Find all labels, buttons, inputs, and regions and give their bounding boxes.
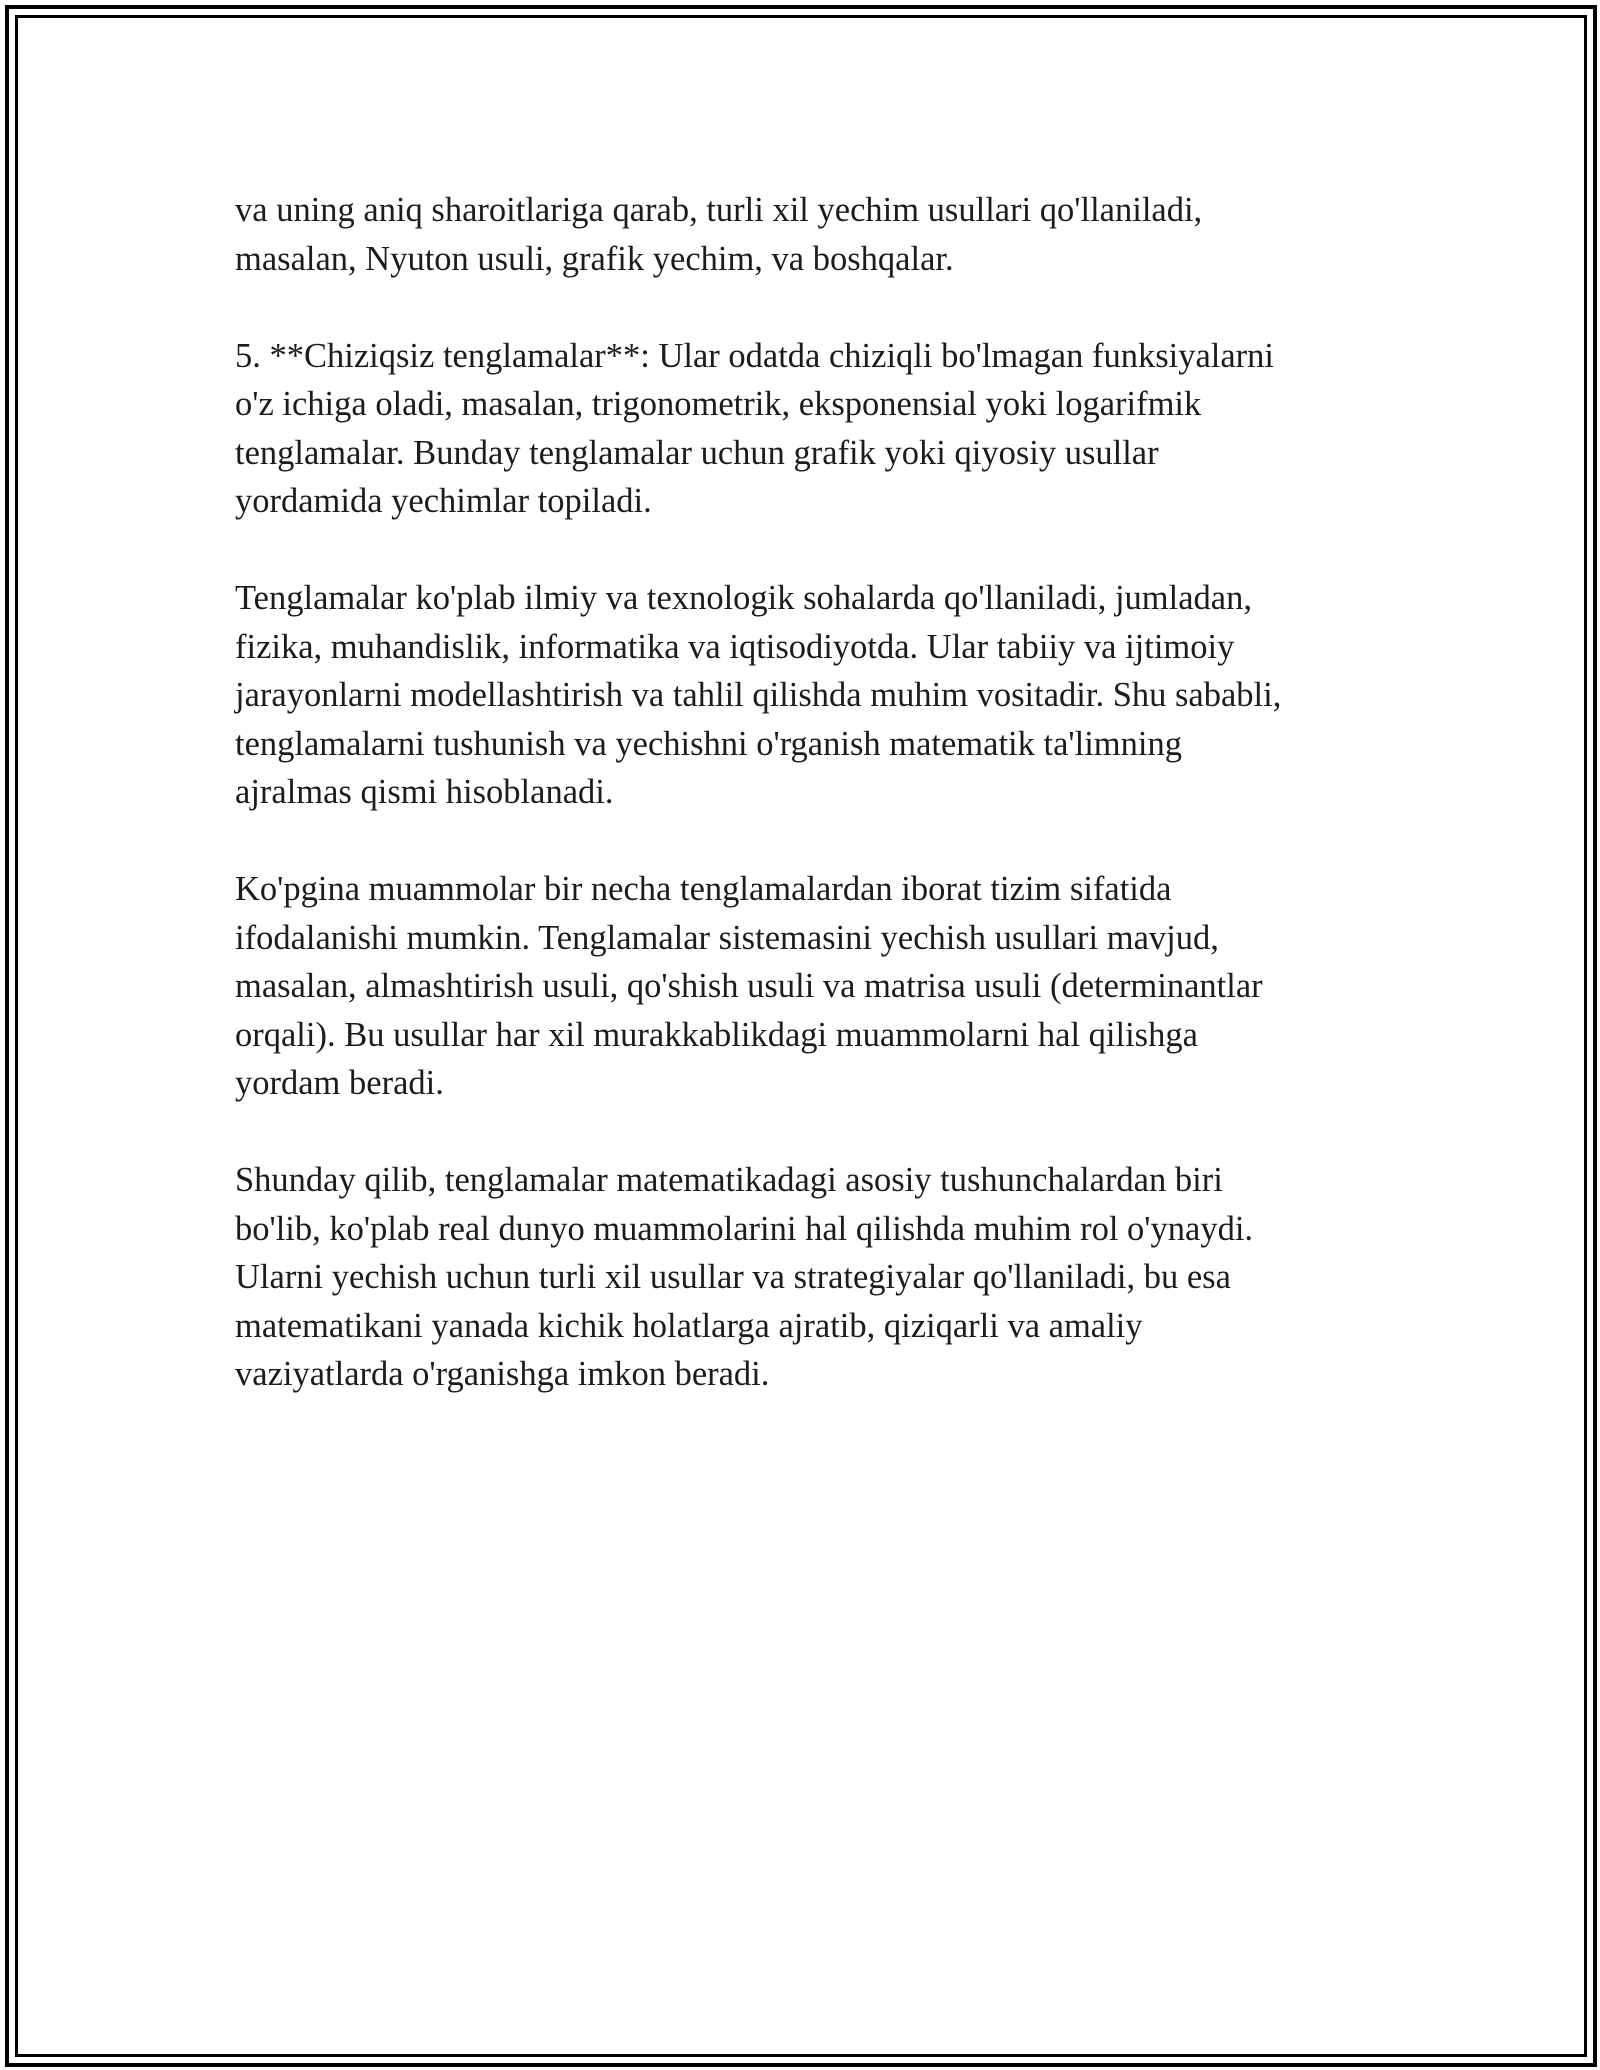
text-line: ajralmas qismi hisoblanadi. bbox=[235, 773, 614, 811]
text-line: tenglamalar. Bunday tenglamalar uchun grafik yoki qiyosiy usullar bbox=[235, 433, 1159, 472]
text-line: o'z ichiga oladi, masalan, trigonometrik, eksponensial yoki logarifmik bbox=[235, 385, 1202, 423]
text-line: matematikani yanada kichik holatlarga ajratib, qiziqarli va amaliy bbox=[235, 1306, 1143, 1345]
paragraph-5 bbox=[235, 1156, 1365, 1399]
text-line: Tenglamalar ko'plab ilmiy va texnologik sohalarda qo'llaniladi, jumladan, bbox=[235, 579, 1252, 617]
text-line: bo'lib, ko'plab real dunyo muammolarini hal qilishda muhim rol o'ynaydi. bbox=[235, 1209, 1254, 1248]
paragraph-2 bbox=[235, 332, 1365, 526]
text-line: vaziyatlarda o'rganishga imkon beradi. bbox=[235, 1355, 770, 1393]
text-line: orqali). Bu usullar har xil murakkablikdagi muammolarni hal qilishga bbox=[235, 1015, 1198, 1054]
text-line: jarayonlarni modellashtirish va tahlil qilishda muhim vositadir. Shu sababli, bbox=[235, 676, 1282, 714]
text-line: fizika, muhandislik, informatika va iqtisodiyotda. Ular tabiiy va ijtimoiy bbox=[235, 627, 1235, 666]
text-line: Ularni yechish uchun turli xil usullar va strategiyalar qo'llaniladi, bu esa bbox=[235, 1258, 1231, 1296]
text-line: Shunday qilib, tenglamalar matematikadagi asosiy tushunchalardan biri bbox=[235, 1161, 1223, 1199]
text-line: yordamida yechimlar topiladi. bbox=[235, 482, 652, 520]
text-line: Ko'pgina muammolar bir necha tenglamalardan iborat tizim sifatida bbox=[235, 870, 1172, 908]
text-line: yordam beradi. bbox=[235, 1064, 444, 1102]
text-line: masalan, almashtirish usuli, qo'shish usuli va matrisa usuli (determinantlar bbox=[235, 967, 1263, 1005]
text-line: ifodalanishi mumkin. Tenglamalar sistemasini yechish usullari mavjud, bbox=[235, 918, 1219, 957]
document-body bbox=[235, 186, 1365, 1447]
text-line: masalan, Nyuton usuli, grafik yechim, va boshqalar. bbox=[235, 239, 954, 278]
paragraph-4 bbox=[235, 865, 1365, 1108]
text-line: tenglamalarni tushunish va yechishni o'rganish matematik ta'limning bbox=[235, 724, 1182, 763]
paragraph-1 bbox=[235, 186, 1365, 283]
text-line: va uning aniq sharoitlariga qarab, turli xil yechim usullari qo'llaniladi, bbox=[235, 191, 1203, 229]
paragraph-3 bbox=[235, 574, 1365, 817]
text-line: 5. **Chiziqsiz tenglamalar**: Ular odatda chiziqli bo'lmagan funksiyalarni bbox=[235, 336, 1275, 375]
